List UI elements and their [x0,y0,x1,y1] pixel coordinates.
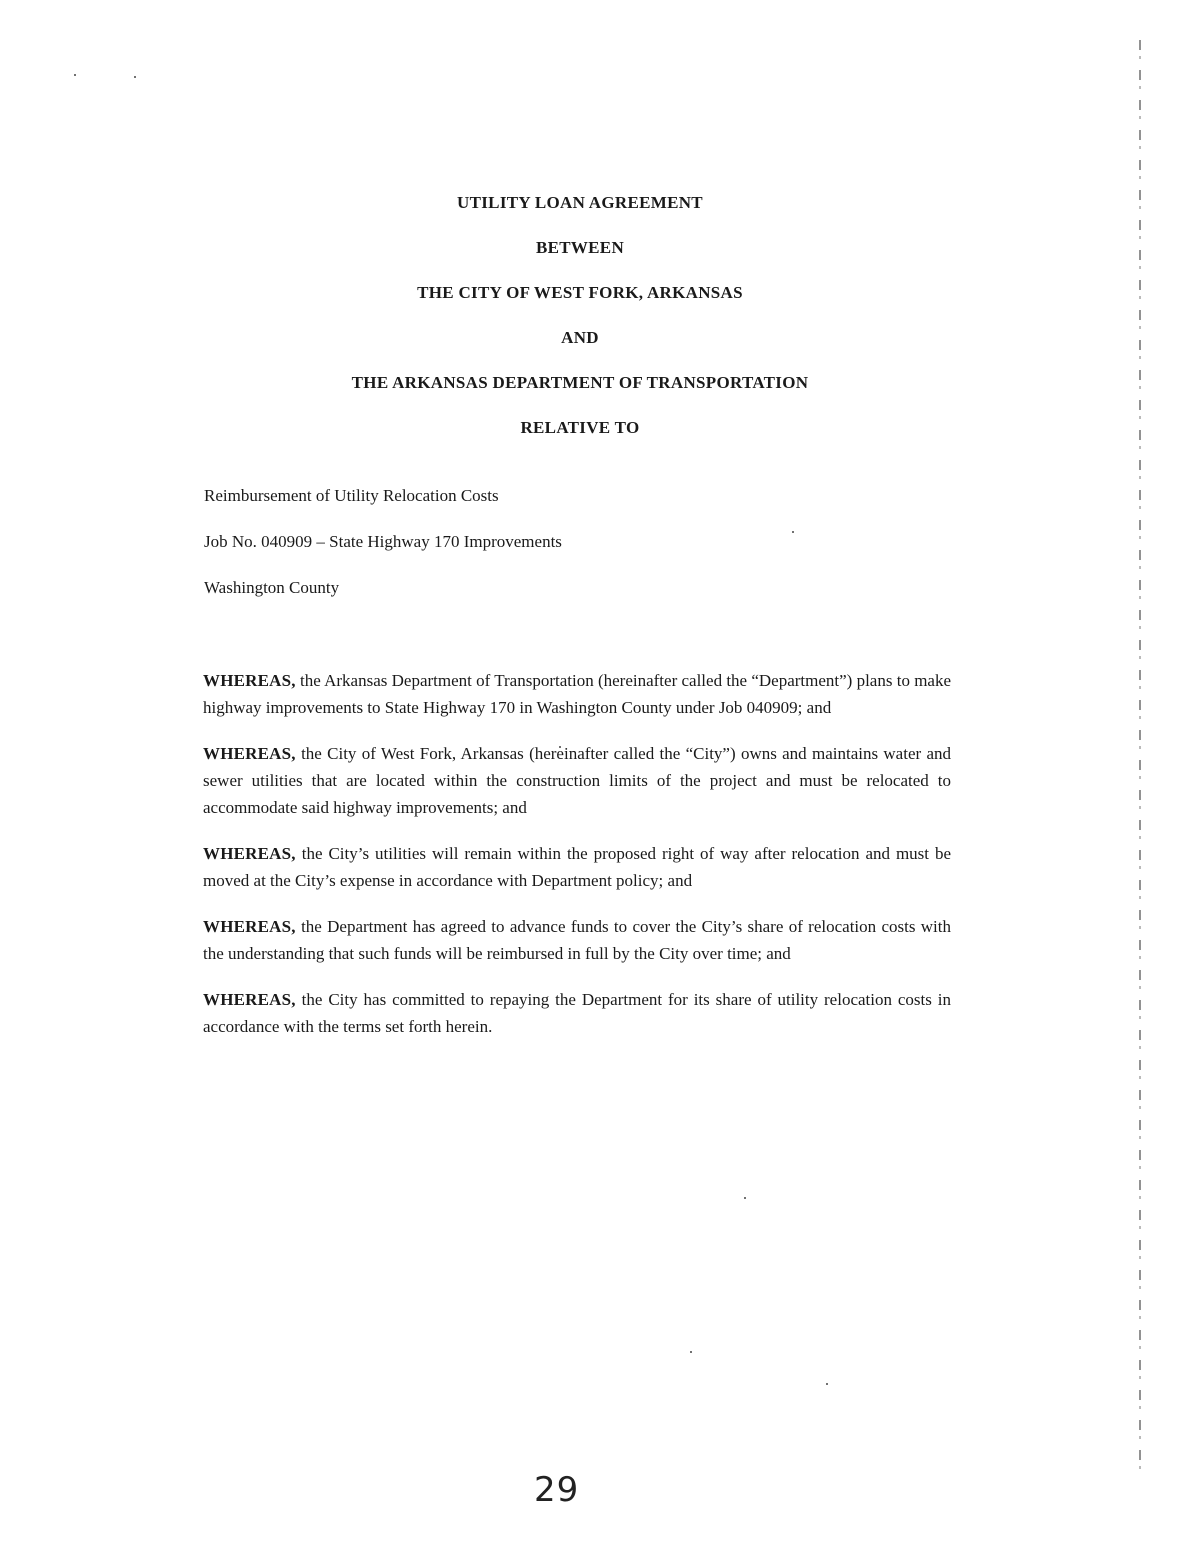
scan-speck [792,531,794,533]
recital-text: the Department has agreed to advance funds to cover the City’s share of relocation costs with the understanding that such funds will be reimbursed in full by the City over time; and [203,917,951,963]
recital-paragraph [203,986,951,1040]
recital-text: the City’s utilities will remain within the proposed right of way after relocation and must be moved at the City’s expense in accordance with Department policy; and [203,844,952,890]
scan-speck [826,1383,828,1385]
recital-keyword: WHEREAS, [203,917,296,936]
agreement-title-block [0,190,1160,460]
recital-keyword: WHEREAS, [203,844,296,863]
scan-speck [134,76,136,78]
scan-speck [690,1351,692,1353]
scan-speck [744,1197,746,1199]
subject-block [204,484,562,622]
recitals-section [203,667,951,1059]
recital-paragraph [203,840,951,894]
title-line: UTILITY LOAN AGREEMENT [457,193,703,212]
recital-paragraph [203,740,951,821]
recital-paragraph [203,667,951,721]
subject-line: Reimbursement of Utility Relocation Costs [204,486,499,505]
recital-keyword: WHEREAS, [203,744,296,763]
recital-paragraph [203,913,951,967]
recital-keyword: WHEREAS, [203,990,296,1009]
title-line: BETWEEN [535,238,625,257]
recital-text: the City of West Fork, Arkansas (hereinafter called the “City”) owns and maintains water and sewer utilities that are located within the construction limits of the project and must be relocated to accommodate said highway improvements; and [203,744,951,817]
title-line: THE CITY OF WEST FORK, ARKANSAS [417,283,743,302]
scan-speck [74,74,76,76]
job-number-line: Job No. 040909 – State Highway 170 Improvements [204,532,562,551]
recital-text: the City has committed to repaying the Department for its share of utility relocation costs in accordance with the terms set forth herein. [203,990,951,1036]
title-line: THE ARKANSAS DEPARTMENT OF TRANSPORTATION [351,373,809,392]
county-line: Washington County [204,578,340,597]
title-line: RELATIVE TO [520,418,640,437]
handwritten-page-number: 29 [534,1470,580,1510]
recital-text: the Arkansas Department of Transportation (hereinafter called the “Department”) plans to make highway improvements to State Highway 170 in Washington County under Job 040909; and [203,671,952,717]
title-line: AND [561,328,599,347]
recital-keyword: WHEREAS, [203,671,296,690]
